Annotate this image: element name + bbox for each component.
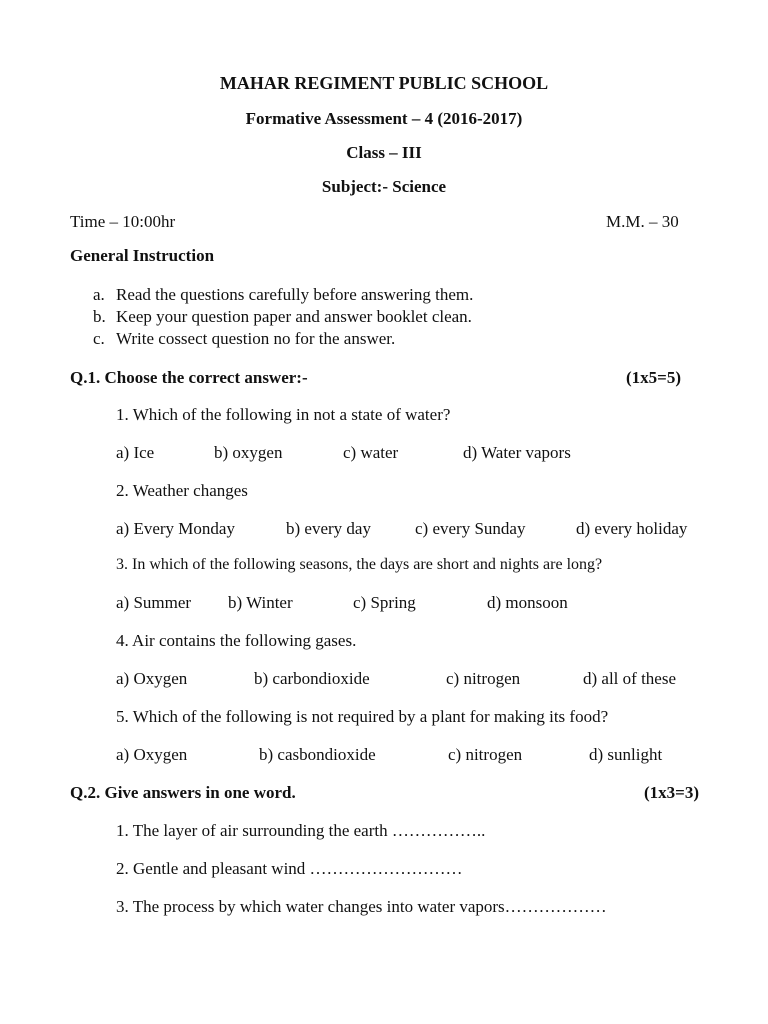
fill-in-question: 1. The layer of air surrounding the earth …………….. xyxy=(116,821,486,840)
option: a) Oxygen xyxy=(116,669,188,688)
instruction-marker: c. xyxy=(93,329,105,348)
option: b) casbondioxide xyxy=(259,745,376,764)
option: a) Oxygen xyxy=(116,745,188,764)
instruction-marker: b. xyxy=(93,307,106,326)
q1-marks: (1x5=5) xyxy=(626,368,682,387)
option: c) nitrogen xyxy=(448,745,523,764)
question-text: 3. In which of the following seasons, the days are short and nights are long? xyxy=(116,556,603,573)
option: d) monsoon xyxy=(487,593,568,612)
fill-in-question: 2. Gentle and pleasant wind ……………………… xyxy=(116,859,463,878)
max-marks-label: M.M. – 30 xyxy=(606,212,679,231)
option: b) carbondioxide xyxy=(254,669,370,688)
option: c) nitrogen xyxy=(446,669,521,688)
instruction-text: Read the questions carefully before answering them. xyxy=(116,285,474,304)
instruction-marker: a. xyxy=(93,285,105,304)
q2-marks: (1x3=3) xyxy=(644,783,700,802)
school-name: MAHAR REGIMENT PUBLIC SCHOOL xyxy=(219,73,549,93)
option: c) water xyxy=(343,443,399,462)
option: a) Every Monday xyxy=(116,519,235,538)
q1-heading: Q.1. Choose the correct answer:- xyxy=(70,368,308,387)
subject-label: Subject:- Science xyxy=(321,177,447,196)
fill-in-question: 3. The process by which water changes into water vapors……………… xyxy=(116,897,607,916)
question-text: 4. Air contains the following gases. xyxy=(116,631,357,650)
option: c) Spring xyxy=(353,593,416,612)
question-text: 1. Which of the following in not a state of water? xyxy=(116,405,451,424)
option: d) every holiday xyxy=(576,519,688,538)
q2-heading: Q.2. Give answers in one word. xyxy=(70,783,296,802)
option: b) every day xyxy=(286,519,371,538)
question-text: 2. Weather changes xyxy=(116,481,248,500)
option: d) Water vapors xyxy=(463,443,571,462)
class-label: Class – III xyxy=(346,143,422,162)
option: a) Ice xyxy=(116,443,155,462)
option: c) every Sunday xyxy=(415,519,526,538)
option: b) Winter xyxy=(228,593,293,612)
option: b) oxygen xyxy=(214,443,283,462)
instruction-text: Keep your question paper and answer booklet clean. xyxy=(116,307,472,326)
instruction-text: Write cossect question no for the answer. xyxy=(116,329,396,348)
option: d) sunlight xyxy=(589,745,663,764)
option: a) Summer xyxy=(116,593,192,612)
question-text: 5. Which of the following is not required by a plant for making its food? xyxy=(116,707,609,726)
option: d) all of these xyxy=(583,669,676,688)
time-label: Time – 10:00hr xyxy=(70,212,176,231)
exam-title: Formative Assessment – 4 (2016-2017) xyxy=(245,109,523,128)
instructions-heading: General Instruction xyxy=(70,246,215,265)
